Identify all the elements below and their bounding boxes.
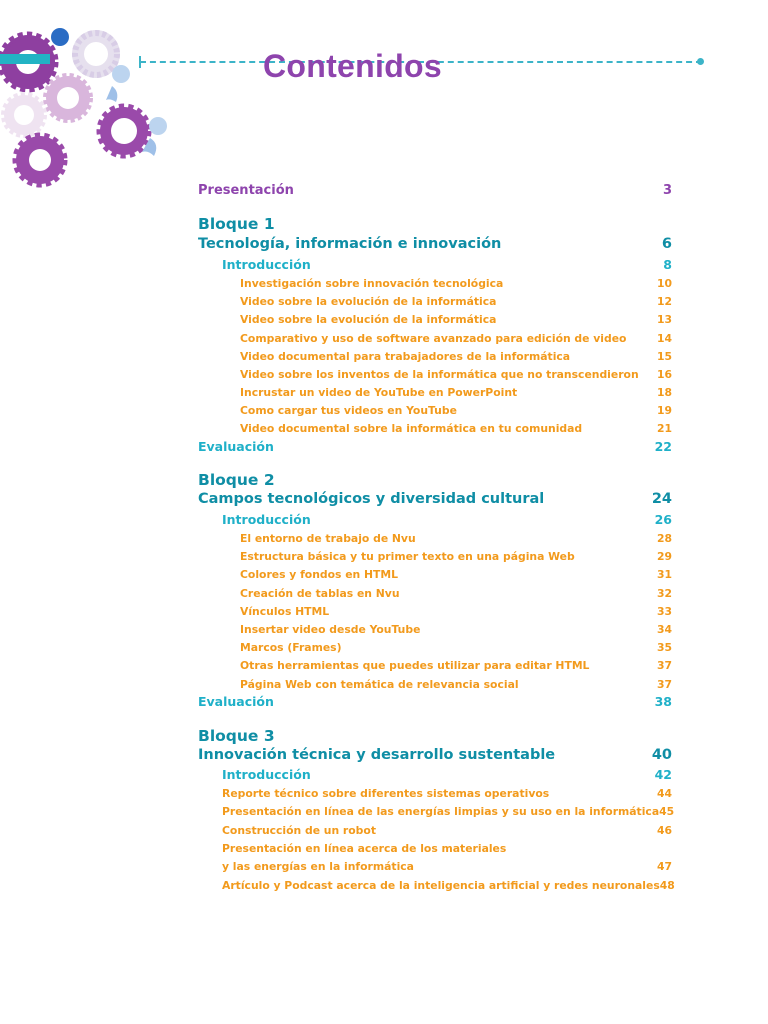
toc-page-number: 15 (656, 350, 672, 363)
toc-entry-label: Video documental sobre la informática en tu comunidad (240, 422, 583, 435)
toc-entry-label: Construcción de un robot (222, 824, 376, 837)
toc-entry-label: Presentación en línea acerca de los materiales (222, 842, 507, 855)
toc-entry-label: Otras herramientas que puedes utilizar para editar HTML (240, 659, 590, 672)
bloque-label: Bloque 2 (198, 471, 275, 489)
toc-entry-label: Vínculos HTML (240, 605, 330, 618)
toc-entry[interactable] (222, 860, 672, 873)
toc-entry-label: Evaluación (198, 439, 274, 454)
toc-page-number: 46 (656, 824, 672, 837)
toc-page-number: 37 (656, 659, 672, 672)
toc-page-number: 6 (661, 236, 672, 252)
toc-page-number: 32 (656, 587, 672, 600)
toc-entry-label: Investigación sobre innovación tecnológica (240, 277, 504, 290)
toc-page-number: 18 (656, 386, 672, 399)
toc-page-number: 29 (656, 550, 672, 563)
toc-entry[interactable] (222, 805, 675, 818)
toc-entry-label: Estructura básica y tu primer texto en una página Web (240, 550, 575, 563)
page-title: Contenidos (263, 48, 442, 84)
toc-entry-label: Tecnología, información e innovación (198, 236, 502, 252)
toc-entry-intro[interactable] (222, 257, 672, 272)
toc-entry-evaluacion[interactable] (198, 694, 672, 709)
header-line-dot (697, 58, 704, 65)
toc-entry-bloque-title[interactable] (198, 491, 672, 507)
toc-entry-intro[interactable] (222, 767, 672, 782)
gears-illustration (0, 0, 200, 200)
toc-page-number: 26 (654, 512, 672, 527)
toc-entry-label: Presentación (198, 183, 294, 198)
toc-entry[interactable] (240, 568, 672, 581)
toc-entry[interactable] (222, 787, 672, 800)
gear-icon (46, 76, 90, 120)
toc-entry[interactable] (240, 386, 672, 399)
toc-entry-presentacion[interactable] (198, 183, 672, 198)
toc-page-number: 24 (651, 491, 672, 507)
toc-entry[interactable] (240, 605, 672, 618)
toc-entry-label: Marcos (Frames) (240, 641, 342, 654)
toc-page-number: 21 (656, 422, 672, 435)
toc-entry[interactable] (240, 277, 672, 290)
toc-entry[interactable] (240, 659, 672, 672)
toc-entry-label: Introducción (222, 767, 311, 782)
toc-entry[interactable] (240, 295, 672, 308)
toc-entry-bloque-title[interactable] (198, 747, 672, 763)
toc-page-number: 22 (654, 439, 672, 454)
toc-page-number: 14 (656, 332, 672, 345)
toc-entry[interactable] (240, 532, 672, 545)
gear-icon (16, 136, 64, 184)
toc-entry-label: Introducción (222, 257, 311, 272)
toc-page-number: 37 (656, 678, 672, 691)
toc-entry-label: Página Web con temática de relevancia social (240, 678, 519, 691)
toc-entry-label: Reporte técnico sobre diferentes sistemas operativos (222, 787, 550, 800)
toc-page-number: 8 (663, 257, 672, 272)
toc-entry-label: y las energías en la informática (222, 860, 414, 873)
toc-entry[interactable] (240, 623, 672, 636)
toc-entry[interactable] (240, 678, 672, 691)
toc-page-number: 12 (656, 295, 672, 308)
toc-entry[interactable] (240, 404, 672, 417)
teal-bar (0, 54, 50, 64)
toc-entry-label: Artículo y Podcast acerca de la inteligencia artificial y redes neuronales (222, 879, 660, 892)
toc-entry-intro[interactable] (222, 512, 672, 527)
toc-entry[interactable] (240, 313, 672, 326)
toc-entry[interactable] (240, 550, 672, 563)
toc-page-number: 42 (654, 767, 672, 782)
toc-page-number: 47 (656, 860, 672, 873)
toc-entry-label: Video sobre la evolución de la informática (240, 295, 497, 308)
toc-page-number: 16 (656, 368, 672, 381)
toc-entry-label: Introducción (222, 512, 311, 527)
toc-entry-label: Como cargar tus videos en YouTube (240, 404, 457, 417)
toc-entry-label: Video sobre los inventos de la informática que no transcendieron (240, 368, 639, 381)
gear-icon (100, 107, 148, 155)
bloque-label: Bloque 1 (198, 215, 275, 233)
toc-page-number: 10 (656, 277, 672, 290)
gear-icon (4, 95, 44, 135)
toc-page-number: 31 (656, 568, 672, 581)
toc-entry[interactable] (240, 422, 672, 435)
toc-entry[interactable] (222, 842, 672, 855)
toc-entry-label: Video documental para trabajadores de la informática (240, 350, 571, 363)
toc-page-number: 35 (656, 641, 672, 654)
toc-entry[interactable] (240, 332, 672, 345)
bloque-label: Bloque 3 (198, 727, 275, 745)
toc-entry-label: Colores y fondos en HTML (240, 568, 399, 581)
toc-entry[interactable] (222, 824, 672, 837)
toc-entry-label: El entorno de trabajo de Nvu (240, 532, 416, 545)
toc-entry-label: Comparativo y uso de software avanzado para edición de video (240, 332, 627, 345)
toc-entry-label: Incrustar un video de YouTube en PowerPoint (240, 386, 518, 399)
toc-entry-label: Creación de tablas en Nvu (240, 587, 400, 600)
toc-page-number: 34 (656, 623, 672, 636)
toc-entry[interactable] (240, 368, 672, 381)
toc-entry-label: Evaluación (198, 694, 274, 709)
toc-page-number: 40 (651, 747, 672, 763)
toc-entry-label: Video sobre la evolución de la informática (240, 313, 497, 326)
toc-entry[interactable] (240, 587, 672, 600)
toc-page-number: 13 (656, 313, 672, 326)
toc-entry-label: Presentación en línea de las energías limpias y su uso en la informática (222, 805, 660, 818)
toc-page-number: 3 (662, 183, 672, 198)
toc-entry[interactable] (240, 350, 672, 363)
toc-page-number: 19 (656, 404, 672, 417)
toc-entry-bloque-title[interactable] (198, 236, 672, 252)
toc-entry-evaluacion[interactable] (198, 439, 672, 454)
toc-page-number: 38 (654, 694, 672, 709)
toc-entry-label: Insertar video desde YouTube (240, 623, 421, 636)
header-line-tick (139, 56, 141, 68)
toc-page-number: 45 (659, 805, 675, 818)
toc-entry[interactable] (222, 879, 675, 892)
toc-page-number: 44 (656, 787, 672, 800)
toc-entry[interactable] (240, 641, 672, 654)
toc-entry-label: Innovación técnica y desarrollo sustentable (198, 747, 556, 763)
toc-page-number: 33 (656, 605, 672, 618)
toc-entry-label: Campos tecnológicos y diversidad cultural (198, 491, 545, 507)
toc-page-number: 28 (656, 532, 672, 545)
toc-page-number: 48 (659, 879, 675, 892)
